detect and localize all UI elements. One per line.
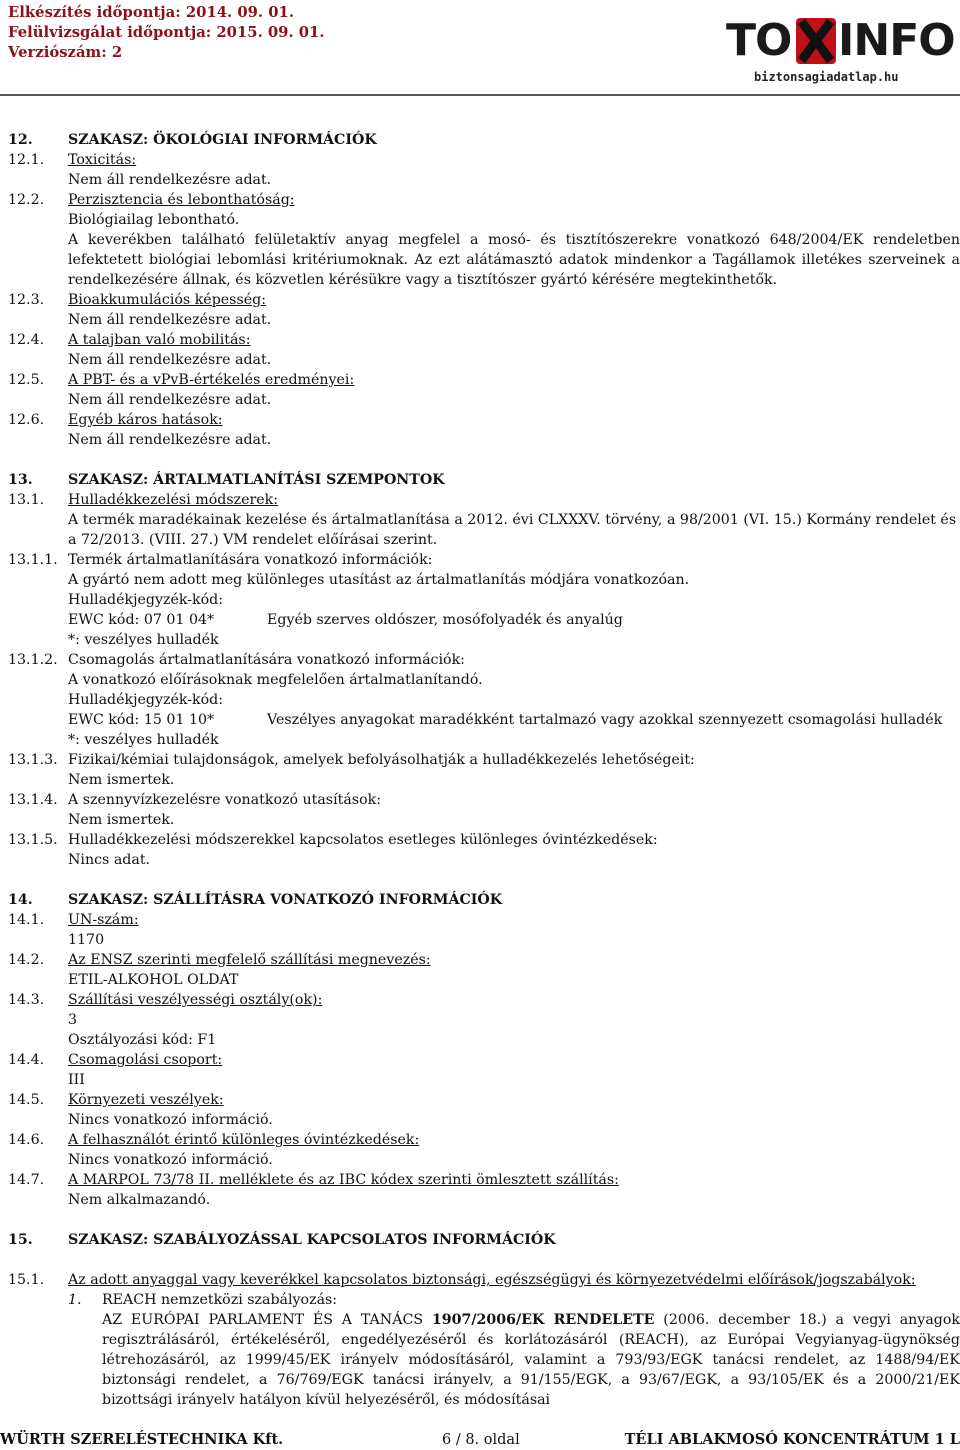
subsection-title: Szállítási veszélyességi osztály(ok): [68, 992, 323, 1008]
subsection-text: Nincs vonatkozó információ. [68, 1152, 273, 1168]
ewc-description: Egyéb szerves oldószer, mosófolyadék és anyalúg [267, 612, 623, 628]
subsection-title: Az ENSZ szerinti megfelelő szállítási megnevezés: [68, 952, 431, 968]
spacer [8, 1250, 960, 1270]
subsection-heading [8, 150, 960, 170]
subsection-text: Nem áll rendelkezésre adat. [68, 352, 272, 368]
subsection-heading [8, 550, 960, 570]
section-title: SZAKASZ: ÖKOLÓGIAI INFORMÁCIÓK [68, 132, 377, 148]
subsection-text: Nem áll rendelkezésre adat. [68, 392, 272, 408]
header-divider [0, 94, 960, 96]
prepared-date: Elkészítés időpontja: 2014. 09. 01. [8, 4, 294, 21]
subsection-heading [8, 410, 960, 430]
subsection-paragraph: A keverékben található felületaktív anyag megfelel a mosó- és tisztítószerekre vonatkozó 648/2004/EK rendeletben lefektetett biológiai lebomlási kritériumoknak. Az ezt alátámasztó adatok mindenkor a Tagállamok illetékes szerveinek a rendelkezésére állnak, és közvetlen kérésükre vagy a tisztítószer gyártó kérésére megtekinthetők. [68, 232, 960, 288]
waste-code-label: Hulladékjegyzék-kód: [68, 692, 224, 708]
section-title: SZAKASZ: SZABÁLYOZÁSSAL KAPCSOLATOS INFORMÁCIÓK [68, 1232, 556, 1248]
regulation-item-title: REACH nemzetközi szabályozás: [102, 1292, 338, 1308]
subsection-number: 14.1. [8, 912, 45, 928]
subsection-number: 12.5. [8, 372, 45, 388]
ewc-description: Veszélyes anyagokat maradékként tartalmazó vagy azokkal szennyezett csomagolási hulladék [267, 712, 943, 728]
spacer [8, 870, 960, 890]
subsection-number: 12.2. [8, 192, 45, 208]
regulation-text [8, 1310, 960, 1410]
subsection-title: Hulladékkezelési módszerek: [68, 492, 279, 508]
subsection-number: 12.6. [8, 412, 45, 428]
subsection-number: 13.1. [8, 492, 45, 508]
subsection-heading [8, 790, 960, 810]
subsection-number: 13.1.4. [8, 792, 58, 808]
subsection-title: Csomagolás ártalmatlanítására vonatkozó információk: [68, 652, 465, 668]
subsection-title: A MARPOL 73/78 II. melléklete és az IBC kódex szerinti ömlesztett szállítás: [68, 1172, 619, 1188]
subsection-title: Csomagolási csoport: [68, 1052, 223, 1068]
subsection-title: Hulladékkezelési módszerekkel kapcsolatos esetleges különleges óvintézkedések: [68, 832, 658, 848]
spacer [8, 450, 960, 470]
subsection-text: Osztályozási kód: F1 [68, 1032, 217, 1048]
subsection-heading [8, 1050, 960, 1070]
subsection-heading [8, 650, 960, 670]
subsection-number: 13.1.5. [8, 832, 58, 848]
subsection-number: 13.1.1. [8, 552, 58, 568]
regulation-text-rest: (2006. december 18.) a vegyi anyagok regisztrálásáról, értékeléséről, engedélyezéséről és korlátozásáról (REACH), az Európai Vegyianyag-ügynökség létrehozásáról, az 1999/45/EK irányelv módosításáról, valamint a 793/93/EGK tanácsi rendelet, az 1488/94/EK biztonsági rendelet, a 76/769/EGK tanácsi irányelv, a 91/155/EGK, a 93/67/EGK, a 93/105/EK és a 2000/21/EK bizottsági irányelv hatályon kívül helyezéséről, és módosításai [102, 1312, 960, 1408]
subsection-text: Nem áll rendelkezésre adat. [68, 312, 272, 328]
subsection-heading [8, 1130, 960, 1150]
logo-text-to: TO [726, 15, 792, 66]
subsection-text: Nincs vonatkozó információ. [68, 1112, 273, 1128]
spacer [8, 1210, 960, 1230]
subsection-text: Nem ismertek. [68, 812, 175, 828]
subsection-title: A PBT- és a vPvB-értékelés eredményei: [68, 372, 355, 388]
subsection-title: Környezeti veszélyek: [68, 1092, 224, 1108]
subsection-text: ETIL-ALKOHOL OLDAT [68, 972, 239, 988]
section-number: 12. [8, 132, 33, 148]
subsection-title: Perzisztencia és lebonthatóság: [68, 192, 295, 208]
subsection-heading [8, 330, 960, 350]
subsection-paragraph: A termék maradékainak kezelése és ártalmatlanítása a 2012. évi CLXXXV. törvény, a 98/2001 (VI. 15.) Kormány rendelet és a 72/2013. (VIII. 27.) VM rendelet előírásai szerint. [68, 512, 957, 548]
subsection-text: A gyártó nem adott meg különleges utasítást az ártalmatlanítás módjára vonatkozóan. [68, 572, 690, 588]
subsection-number: 13.1.2. [8, 652, 58, 668]
subsection-title: Toxicitás: [68, 152, 137, 168]
subsection-title: Az adott anyaggal vagy keverékkel kapcsolatos biztonsági, egészségügyi és környezetvédelmi előírások/jogszabályok: [68, 1272, 916, 1288]
document-body [8, 130, 960, 1410]
subsection-text: A vonatkozó előírásoknak megfelelően ártalmatlanítandó. [68, 672, 483, 688]
subsection-heading [8, 950, 960, 970]
regulation-text-start: AZ EURÓPAI PARLAMENT ÉS A TANÁCS [102, 1312, 432, 1328]
subsection-heading [8, 1270, 960, 1290]
subsection-text: Nem alkalmazandó. [68, 1192, 211, 1208]
ewc-code: EWC kód: 15 01 10* [68, 712, 215, 728]
section-number: 15. [8, 1232, 33, 1248]
subsection-heading [8, 190, 960, 210]
subsection-heading [8, 1090, 960, 1110]
subsection-text: 3 [68, 1012, 78, 1028]
subsection-number: 14.2. [8, 952, 45, 968]
waste-code-label: Hulladékjegyzék-kód: [68, 592, 224, 608]
ewc-code: EWC kód: 07 01 04* [68, 612, 215, 628]
subsection-number: 12.4. [8, 332, 45, 348]
regulation-item [8, 1290, 960, 1310]
subsection-title: Fizikai/kémiai tulajdonságok, amelyek befolyásolhatják a hulladékkezelés lehetőségeit: [68, 752, 695, 768]
subsection-heading [8, 910, 960, 930]
subsection-number: 12.1. [8, 152, 45, 168]
section-14-heading [8, 890, 960, 910]
subsection-heading [8, 990, 960, 1010]
subsection-title: A szennyvízkezelésre vonatkozó utasítások: [68, 792, 381, 808]
logo-x-icon [796, 18, 836, 64]
subsection-heading [8, 370, 960, 390]
footer-company: WÜRTH SZERELÉSTECHNIKA Kft. [0, 1431, 284, 1448]
revised-date: Felülvizsgálat időpontja: 2015. 09. 01. [8, 24, 325, 41]
subsection-text: 1170 [68, 932, 105, 948]
subsection-title: Egyéb káros hatások: [68, 412, 223, 428]
subsection-heading [8, 750, 960, 770]
section-13-heading [8, 470, 960, 490]
section-15-heading [8, 1230, 960, 1250]
section-title: SZAKASZ: ÁRTALMATLANÍTÁSI SZEMPONTOK [68, 472, 445, 488]
hazard-note: *: veszélyes hulladék [68, 632, 219, 648]
subsection-heading [8, 490, 960, 510]
subsection-number: 14.3. [8, 992, 45, 1008]
section-number: 13. [8, 472, 33, 488]
subsection-heading [8, 290, 960, 310]
section-number: 14. [8, 892, 33, 908]
subsection-number: 14.4. [8, 1052, 45, 1068]
regulation-number: 1907/2006/EK RENDELETE [431, 1312, 655, 1328]
ewc-row [8, 710, 960, 730]
subsection-text: Nem ismertek. [68, 772, 175, 788]
version-number: Verziószám: 2 [8, 44, 123, 61]
subsection-title: Termék ártalmatlanítására vonatkozó információk: [68, 552, 433, 568]
subsection-text: Nincs adat. [68, 852, 151, 868]
subsection-title: Bioakkumulációs képesség: [68, 292, 266, 308]
subsection-number: 15.1. [8, 1272, 45, 1288]
subsection-number: 13.1.3. [8, 752, 58, 768]
subsection-heading [8, 830, 960, 850]
subsection-number: 12.3. [8, 292, 45, 308]
subsection-text: Nem áll rendelkezésre adat. [68, 172, 272, 188]
subsection-number: 14.5. [8, 1092, 45, 1108]
regulation-item-number: 1. [68, 1292, 82, 1308]
subsection-title: UN-szám: [68, 912, 139, 928]
footer-page-number: 6 / 8. oldal [442, 1432, 520, 1448]
subsection-text: Biológiailag lebontható. [68, 212, 240, 228]
document-header-dates [8, 3, 325, 63]
subsection-number: 14.7. [8, 1172, 45, 1188]
subsection-number: 14.6. [8, 1132, 45, 1148]
subsection-text: Nem áll rendelkezésre adat. [68, 432, 272, 448]
footer-product: TÉLI ABLAKMOSÓ KONCENTRÁTUM 1 L [624, 1431, 960, 1448]
subsection-heading [8, 1170, 960, 1190]
subsection-title: A talajban való mobilitás: [68, 332, 251, 348]
section-title: SZAKASZ: SZÁLLÍTÁSRA VONATKOZÓ INFORMÁCIÓK [68, 892, 503, 908]
website-url: biztonsagiadatlap.hu [754, 70, 899, 84]
ewc-row [8, 610, 960, 630]
subsection-title: A felhasználót érintő különleges óvintézkedések: [68, 1132, 420, 1148]
hazard-note: *: veszélyes hulladék [68, 732, 219, 748]
subsection-text: III [68, 1072, 85, 1088]
logo-text-info: INFO [838, 15, 955, 66]
section-12-heading [8, 130, 960, 150]
toxinfo-logo [726, 15, 955, 66]
